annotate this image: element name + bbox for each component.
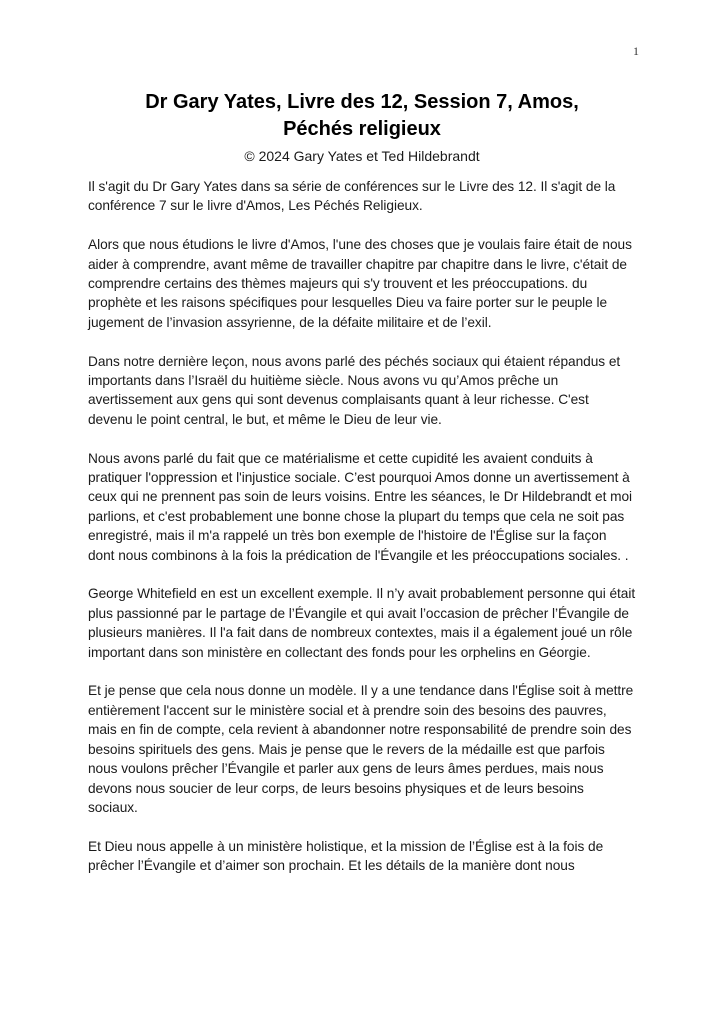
document-title — [88, 89, 636, 143]
paragraph-3: Dans notre dernière leçon, nous avons parlé des péchés sociaux qui étaient répandus et importants dans l’Israël du huitième siècle. Nous avons vu qu’Amos prêche un avertissement aux gens qui sont devenus complaisants quant à leur richesse. C'est devenu le point central, le but, et même le Dieu de leur vie. — [88, 353, 621, 427]
document-body — [88, 177, 636, 895]
document-title-line-2: Péchés religieux — [283, 118, 441, 140]
paragraph-2: Alors que nous étudions le livre d'Amos, l'une des choses que je voulais faire était de nous aider à comprendre, avant même de travailler chapitre par chapitre dans le livre, c'était de comprendre certains des thèmes majeurs qui s'y trouvent et les préoccupations. du prophète et les raisons spécifiques pour lesquelles Dieu va faire porter sur le peuple le jugement de l’invasion assyrienne, de la défaite militaire et de l’exil. — [88, 237, 632, 330]
paragraph-7: Et Dieu nous appelle à un ministère holistique, et la mission de l’Église est à la fois de prêcher l’Évangile et d’aimer son prochain. Et les détails de la manière dont nous — [88, 838, 604, 874]
paragraph-5: George Whitefield en est un excellent exemple. Il n’y avait probablement personne qui était plus passionné par le partage de l’Évangile et qui avait l’occasion de prêcher l’Évangile de plusieurs manières. Il l'a fait dans de nombreux contextes, mais il a également joué un rôle important dans son ministère en collectant des fonds pour les orphelins en Géorgie. — [88, 586, 636, 660]
page-number: 1 — [633, 44, 639, 58]
paragraph-6: Et je pense que cela nous donne un modèle. Il y a une tendance dans l'Église soit à mettre entièrement l'accent sur le ministère social et à prendre soin des besoins des pauvres, mais en fin de compte, cela revient à abandonner notre responsabilité de prendre soin des besoins spirituels des gens. Mais je pense que le revers de la médaille est que parfois nous voulons prêcher l’Évangile et parler aux gens de leurs âmes perdues, mais nous devons nous soucier de leur corps, de leurs besoins physiques et de leurs besoins sociaux. — [88, 683, 634, 815]
paragraph-4: Nous avons parlé du fait que ce matérialisme et cette cupidité les avaient conduits à pratiquer l'oppression et l'injustice sociale. C’est pourquoi Amos donne un avertissement à ceux qui ne prennent pas soin de leurs voisins. Entre les séances, le Dr Hildebrandt et moi parlions, et c'est probablement une bonne chose la plupart du temps que cela ne soit pas enregistré, mais il m'a rappelé un très bon exemple de l'histoire de l'Église sur la façon dont nous combinons à la fois la prédication de l'Évangile et les préoccupations sociales. . — [88, 450, 633, 563]
copyright-line: © 2024 Gary Yates et Ted Hildebrandt — [244, 148, 480, 164]
document-title-line-1: Dr Gary Yates, Livre des 12, Session 7, Amos, — [145, 91, 579, 113]
paragraph-1: Il s'agit du Dr Gary Yates dans sa série de conférences sur le Livre des 12. Il s'agit de la conférence 7 sur le livre d'Amos, Les Péchés Religieux. — [88, 179, 616, 214]
